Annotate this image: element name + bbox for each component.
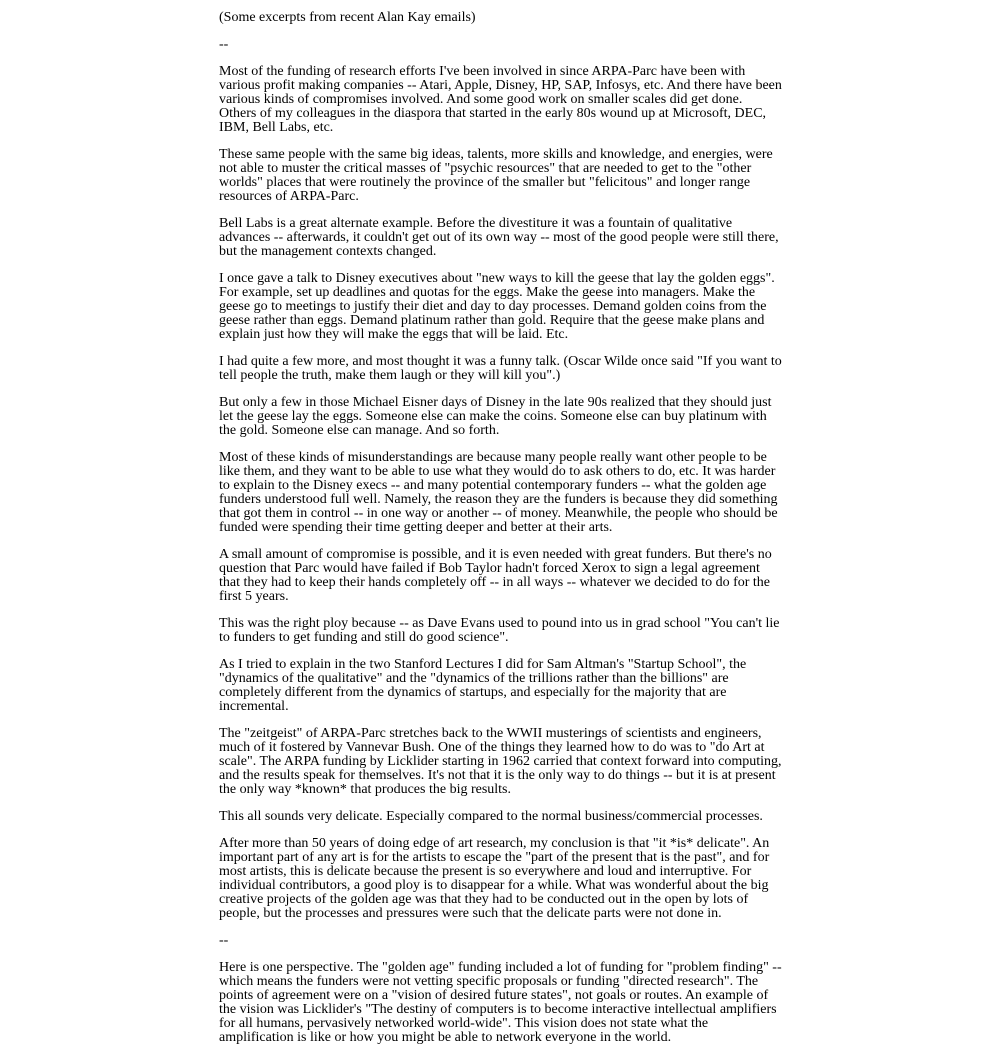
paragraph: Bell Labs is a great alternate example. Before the divestiture it was a fountain of qualitative advances -- afterwards, it couldn't get out of its own way -- most of the good people were still there, but the management contexts changed. [219, 216, 779, 259]
separator: -- [219, 933, 229, 948]
paragraph: I had quite a few more, and most thought it was a funny talk. (Oscar Wilde once said "If you want to tell people the truth, make them laugh or they will kill you".) [219, 354, 782, 383]
paragraph: But only a few in those Michael Eisner days of Disney in the late 90s realized that they should just let the geese lay the eggs. Someone else can make the coins. Someone else can buy platinum with the gold. Someone else can manage. And so forth. [219, 395, 772, 438]
closing-paragraph: Here is one perspective. The "golden age" funding included a lot of funding for "problem finding" -- which means the funders were not vetting specific proposals or funding "directed research". The points of agreement were on a "vision of desired future states", not goals or routes. An example of the vision was Licklider's "The destiny of computers is to become interactive intellectual amplifiers for all humans, pervasively networked world-wide". This vision does not state what the amplification is like or how you might be able to network everyone in the world. [219, 960, 782, 1045]
paragraph: Most of the funding of research efforts I've been involved in since ARPA-Parc have been with various profit making companies -- Atari, Apple, Disney, HP, SAP, Infosys, etc. And there have been various kinds of compromises involved. And some good work on smaller scales did get done. Others of my colleagues in the diaspora that started in the early 80s wound up at Microsoft, DEC, IBM, Bell Labs, etc. [219, 64, 782, 135]
intro-line: (Some excerpts from recent Alan Kay emails) [219, 10, 476, 25]
paragraph: A small amount of compromise is possible, and it is even needed with great funders. But there's no question that Parc would have failed if Bob Taylor hadn't forced Xerox to sign a legal agreement that they had to keep their hands completely off -- in all ways -- whatever we decided to do for the first 5 years. [219, 547, 772, 604]
separator: -- [219, 37, 229, 52]
paragraph: I once gave a talk to Disney executives about "new ways to kill the geese that lay the golden eggs". For example, set up deadlines and quotas for the eggs. Make the geese into managers. Make the geese go to meetings to justify their diet and day to day processes. Demand golden coins from the geese rather than eggs. Demand platinum rather than gold. Require that the geese make plans and explain just how they will make the eggs that will be laid. Etc. [219, 271, 775, 342]
paragraph: This was the right ploy because -- as Dave Evans used to pound into us in grad school "You can't lie to funders to get funding and still do good science". [219, 616, 780, 645]
paragraph: Most of these kinds of misunderstandings are because many people really want other people to be like them, and they want to be able to use what they would do to ask others to do, etc. It was harder to explain to the Disney execs -- and many potential contemporary funders -- what the golden age funders understood full well. Namely, the reason they are the funders is because they did something that got them in control -- in one way or another -- of money. Meanwhile, the people who should be funded were spending their time getting deeper and better at their arts. [219, 450, 778, 535]
document-body [219, 11, 783, 1058]
paragraph: After more than 50 years of doing edge of art research, my conclusion is that "it *is* delicate". An important part of any art is for the artists to escape the "part of the present that is the past", and for most artists, this is delicate because the present is so everywhere and loud and interruptive. For individual contributors, a good ploy is to disappear for a while. What was wonderful about the big creative projects of the golden age was that they had to be conducted out in the open by lots of people, but the processes and pressures were such that the delicate parts were not done in. [219, 836, 770, 921]
paragraph: The "zeitgeist" of ARPA-Parc stretches back to the WWII musterings of scientists and engineers, much of it fostered by Vannevar Bush. One of the things they learned how to do was to "do Art at scale". The ARPA funding by Licklider starting in 1962 carried that context forward into computing, and the results speak for themselves. It's not that it is the only way to do things -- but it is at present the only way *known* that produces the big results. [219, 726, 782, 797]
paragraph: These same people with the same big ideas, talents, more skills and knowledge, and energies, were not able to muster the critical masses of "psychic resources" that are needed to get to the "other worlds" places that were routinely the province of the smaller but "felicitous" and longer range resources of ARPA-Parc. [219, 147, 773, 204]
paragraph: This all sounds very delicate. Especially compared to the normal business/commercial processes. [219, 809, 763, 824]
paragraph: As I tried to explain in the two Stanford Lectures I did for Sam Altman's "Startup School", the "dynamics of the qualitative" and the "dynamics of the trillions rather than the billions" are completely different from the dynamics of startups, and especially for the majority that are incremental. [219, 657, 747, 714]
